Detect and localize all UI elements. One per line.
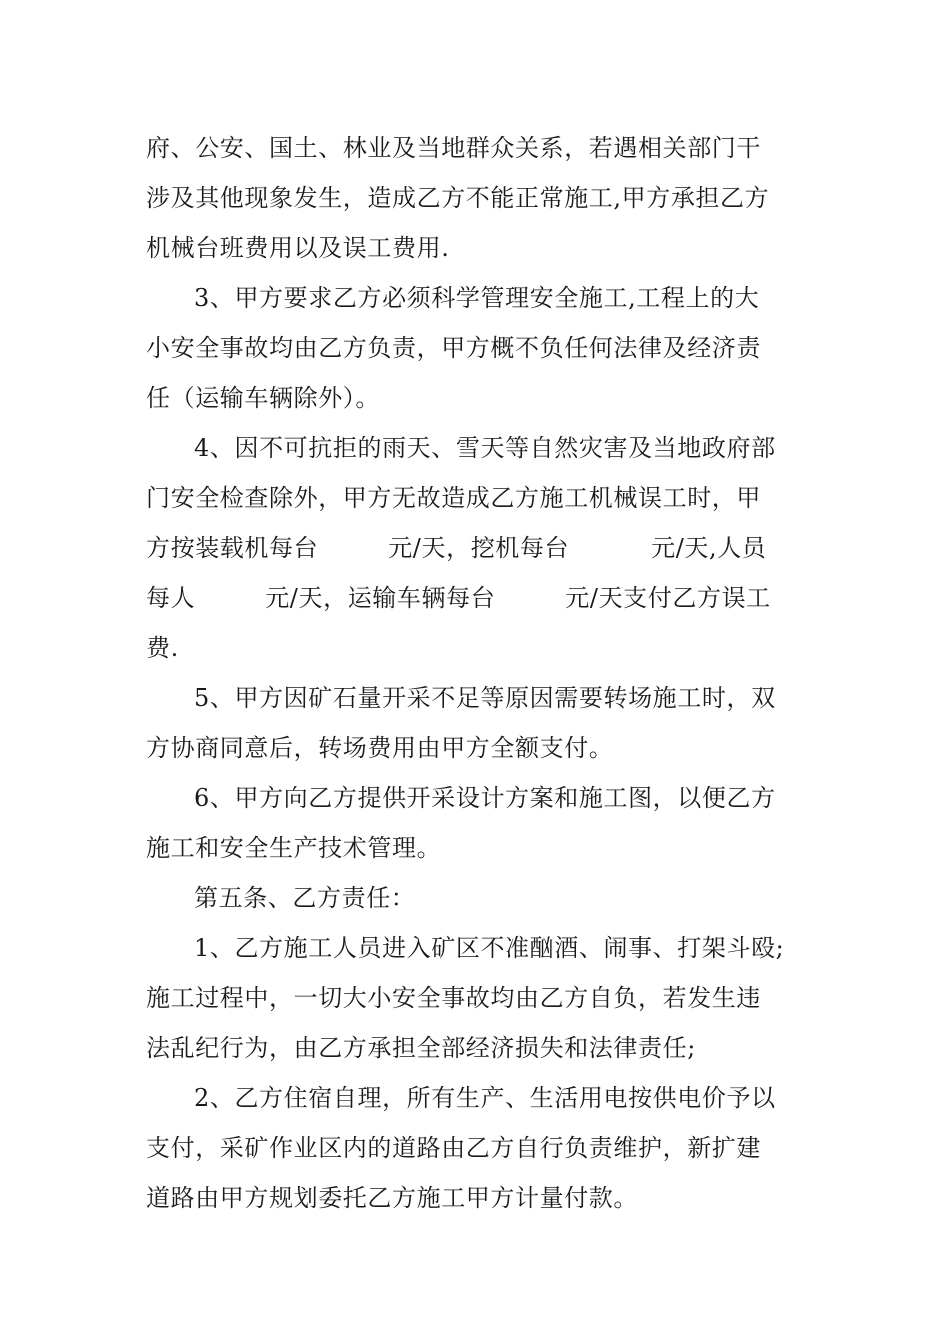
paragraph-b1-start	[194, 928, 874, 968]
line-text: 2、乙方住宿自理，所有生产、生活用电按供电价予以	[194, 1084, 776, 1112]
line-text: 施工过程中，一切大小安全事故均由乙方自负，若发生违	[146, 984, 761, 1012]
line-text: 小安全事故均由乙方负责，甲方概不负任何法律及经济责	[146, 334, 761, 362]
line-text: 机械台班费用以及误工费用.	[146, 234, 450, 262]
paragraph-5-start	[194, 678, 874, 718]
line-text: 5、甲方因矿石量开采不足等原因需要转场施工时，双	[194, 684, 776, 712]
text-line	[146, 628, 826, 668]
line-text: 6、甲方向乙方提供开采设计方案和施工图，以便乙方	[194, 784, 776, 812]
line-text: 费.	[146, 634, 179, 662]
text-line-with-blanks	[146, 578, 826, 618]
line-text: 4、因不可抗拒的雨天、雪天等自然灾害及当地政府部	[194, 434, 776, 462]
paragraph-4-start	[194, 428, 874, 468]
line-text: 支付，采矿作业区内的道路由乙方自行负责维护，新扩建	[146, 1134, 761, 1162]
text-line	[146, 228, 826, 268]
line-text: 元/天支付乙方误工	[565, 584, 771, 612]
text-line	[146, 178, 826, 218]
text-line	[146, 128, 826, 168]
line-text: 府、公安、国土、林业及当地群众关系，若遇相关部门干	[146, 134, 761, 162]
line-text: 第五条、乙方责任：	[194, 884, 416, 912]
line-text: 法乱纪行为，由乙方承担全部经济损失和法律责任;	[146, 1034, 696, 1062]
text-line	[146, 1128, 826, 1168]
line-text: 元/天，运输车辆每台	[265, 584, 496, 612]
section-heading	[194, 878, 874, 918]
text-line	[146, 378, 826, 418]
line-text: 元/天,人员	[651, 534, 767, 562]
text-line-with-blanks	[146, 528, 826, 568]
text-line	[146, 328, 826, 368]
text-line	[146, 828, 826, 868]
line-text: 方按装载机每台	[146, 534, 319, 562]
text-line	[146, 728, 826, 768]
text-line	[146, 478, 826, 518]
text-line	[146, 1178, 826, 1218]
line-text: 施工和安全生产技术管理。	[146, 834, 442, 862]
line-text: 道路由甲方规划委托乙方施工甲方计量付款。	[146, 1184, 638, 1212]
line-text: 每人	[146, 584, 196, 612]
line-text: 门安全检查除外，甲方无故造成乙方施工机械误工时，甲	[146, 484, 761, 512]
line-text: 元/天，挖机每台	[388, 534, 570, 562]
paragraph-b2-start	[194, 1078, 874, 1118]
line-text: 1、乙方施工人员进入矿区不准酗酒、闹事、打架斗殴;	[194, 934, 785, 962]
paragraph-3-start	[194, 278, 874, 318]
text-line	[146, 1028, 826, 1068]
text-line	[146, 978, 826, 1018]
line-text: 任（运输车辆除外）。	[146, 384, 380, 412]
paragraph-6-start	[194, 778, 874, 818]
line-text: 方协商同意后，转场费用由甲方全额支付。	[146, 734, 614, 762]
line-text: 3、甲方要求乙方必须科学管理安全施工,工程上的大	[194, 284, 760, 312]
line-text: 涉及其他现象发生，造成乙方不能正常施工,甲方承担乙方	[146, 184, 770, 212]
